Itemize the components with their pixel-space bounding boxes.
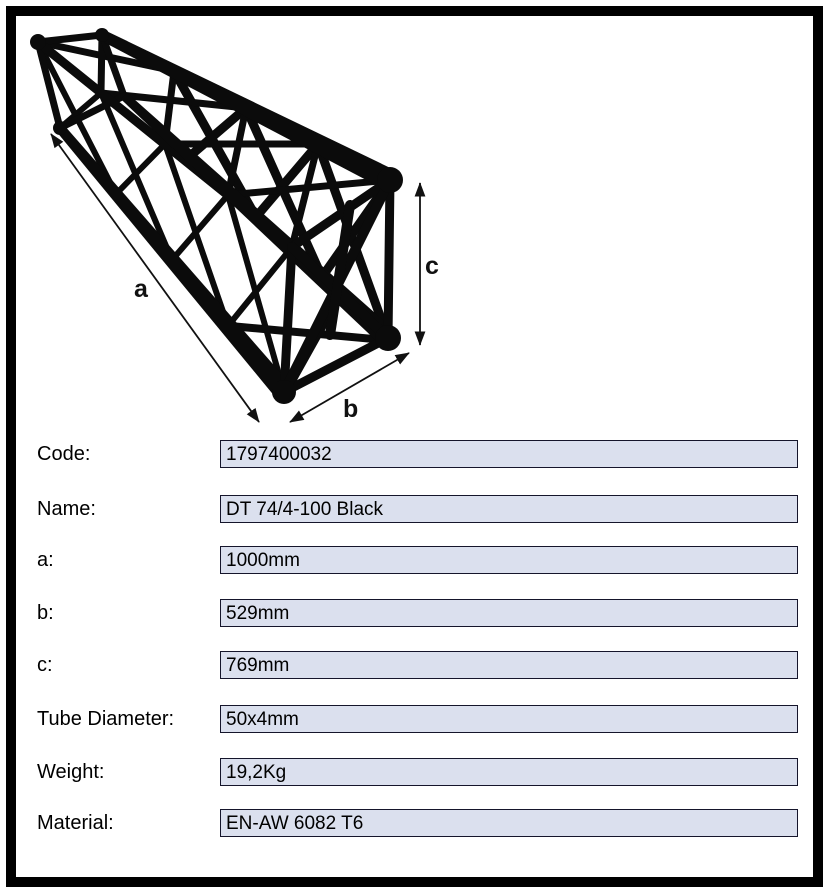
- tube-diameter-label: Tube Diameter:: [37, 708, 175, 730]
- dim-c-value-field[interactable]: 769mm: [220, 651, 798, 679]
- tube-diameter-value-field[interactable]: 50x4mm: [220, 705, 798, 733]
- material-label: Material:: [37, 812, 114, 834]
- dim-label-b: b: [343, 395, 359, 423]
- code-label: Code:: [37, 443, 91, 465]
- dim-b-label: b:: [37, 602, 54, 624]
- dim-label-a: a: [134, 275, 148, 303]
- dim-b-value-field[interactable]: 529mm: [220, 599, 798, 627]
- dim-a-label: a:: [37, 549, 54, 571]
- dim-a-value-field[interactable]: 1000mm: [220, 546, 798, 574]
- code-value-field[interactable]: 1797400032: [220, 440, 798, 468]
- name-label: Name:: [37, 498, 96, 520]
- weight-label: Weight:: [37, 761, 105, 783]
- dim-c-label: c:: [37, 654, 53, 676]
- weight-value-field[interactable]: 19,2Kg: [220, 758, 798, 786]
- name-value-field[interactable]: DT 74/4-100 Black: [220, 495, 798, 523]
- truss-diagram: [0, 0, 460, 440]
- truss-body: [30, 28, 403, 404]
- truss-illustration-svg: [0, 0, 460, 440]
- dim-label-c: c: [425, 252, 439, 280]
- material-value-field[interactable]: EN-AW 6082 T6: [220, 809, 798, 837]
